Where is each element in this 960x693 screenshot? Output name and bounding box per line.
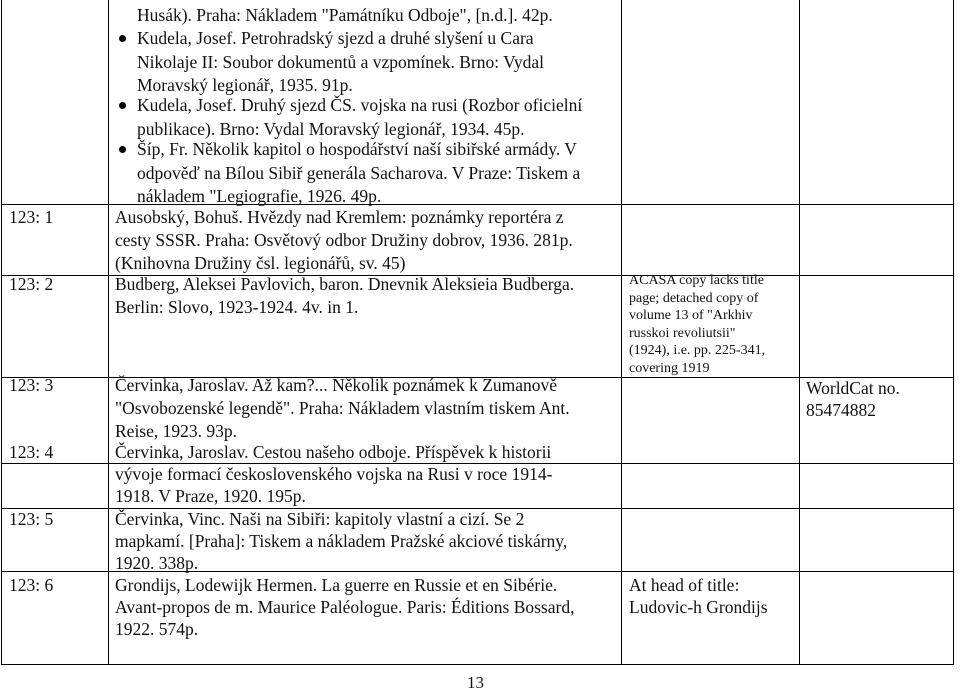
bullet-line: odpověď na Bílou Sibiř generála Sacharova. V Praze: Tiskem a — [137, 162, 581, 183]
bullet-icon — [119, 102, 126, 109]
entry-line: Grondijs, Lodewijk Hermen. La guerre en Russie et en Sibérie. — [115, 575, 558, 595]
entry-line: (Knihovna Družiny čsl. legionářů, sv. 45) — [115, 253, 406, 273]
entry-note: volume 13 of "Arkhiv — [629, 308, 753, 323]
entry-note: Ludovic-h Grondijs — [629, 597, 768, 617]
entry-line: 1922. 574p. — [115, 619, 199, 639]
entry-line: Berlin: Slovo, 1923-1924. 4v. in 1. — [115, 297, 359, 317]
bullet-icon — [119, 146, 126, 153]
bullet-line: Nikolaje II: Soubor dokumentů a vzpomínek. Brno: Vydal — [137, 51, 544, 72]
column-divider — [1, 0, 2, 665]
bullet-line: publikace). Brno: Vydal Moravský legionář, 1934. 45p. — [137, 118, 525, 139]
entry-note: page; detached copy of — [629, 290, 759, 306]
entry-note: russkoi revoliutsii" — [629, 325, 736, 341]
bullet-line: Kudela, Josef. Petrohradský sjezd a druhé slyšení u Cara — [137, 28, 534, 48]
entry-line: 1920. 338p. — [115, 553, 199, 573]
entry-number: 123: 6 — [9, 575, 54, 595]
entry-note: covering 1919 — [629, 360, 710, 376]
entry-number: 123: 2 — [9, 274, 54, 294]
entry-line: Červinka, Jaroslav. Až kam?... Několik poznámek k Zumanově — [115, 375, 558, 395]
entry-note: At head of title: — [629, 575, 740, 595]
column-divider — [621, 0, 622, 665]
entry-line: Ausobský, Bohuš. Hvězdy nad Kremlem: poznámky reportéra z — [115, 207, 564, 227]
column-divider — [799, 0, 800, 665]
entry-line: vývoje formací československého vojska na Rusi v roce 1914- — [115, 464, 553, 484]
entry-line: Reise, 1923. 93p. — [115, 421, 238, 441]
entry-line: cesty SSSR. Praha: Osvětový odbor Družiny dobrov, 1936. 281p. — [115, 230, 573, 250]
entry-line: Avant-propos de m. Maurice Paléologue. Paris: Éditions Bossard, — [115, 597, 575, 617]
entry-note: (1924), i.e. pp. 225-341, — [629, 343, 766, 358]
continuation-first-line: Husák). Praha: Nákladem "Památníku Odboje", [n.d.]. 42p. — [137, 5, 553, 25]
bullet-icon — [119, 35, 126, 42]
entry-number: 123: 5 — [9, 509, 54, 529]
entry-line: 1918. V Praze, 1920. 195p. — [115, 486, 306, 506]
row-divider — [1, 664, 954, 665]
page-number: 13 — [467, 673, 484, 692]
holding-line: 85474882 — [806, 400, 876, 420]
bullet-line: Moravský legionář, 1935. 91p. — [137, 75, 353, 96]
entry-line: Červinka, Vinc. Naši na Sibiři: kapitoly vlastní a cizí. Se 2 — [115, 509, 525, 529]
entry-number: 123: 3 — [9, 375, 54, 395]
holding-line: WorldCat no. — [806, 378, 900, 398]
bullet-line: nákladem "Legiografie, 1926. 49p. — [137, 186, 382, 207]
entry-number: 123: 1 — [9, 207, 54, 227]
entry-line: Červinka, Jaroslav. Cestou našeho odboje. Příspěvek k historii — [115, 442, 552, 462]
bullet-line: Šíp, Fr. Několik kapitol o hospodářství naší sibiřské armády. V — [137, 139, 577, 159]
entry-number: 123: 4 — [9, 442, 54, 462]
bullet-line: Kudela, Josef. Druhý sjezd ČS. vojska na rusi (Rozbor oficielní — [137, 95, 583, 115]
column-divider — [953, 0, 954, 665]
entry-note: ACASA copy lacks title — [629, 273, 764, 288]
entry-line: "Osvobozenské legendě". Praha: Nákladem vlastním tiskem Ant. — [115, 398, 570, 418]
entry-line: mapkamí. [Praha]: Tiskem a nákladem Pražské akciové tiskárny, — [115, 531, 568, 551]
entry-line: Budberg, Aleksei Pavlovich, baron. Dnevnik Aleksieia Budberga. — [115, 274, 575, 294]
column-divider — [108, 0, 109, 665]
